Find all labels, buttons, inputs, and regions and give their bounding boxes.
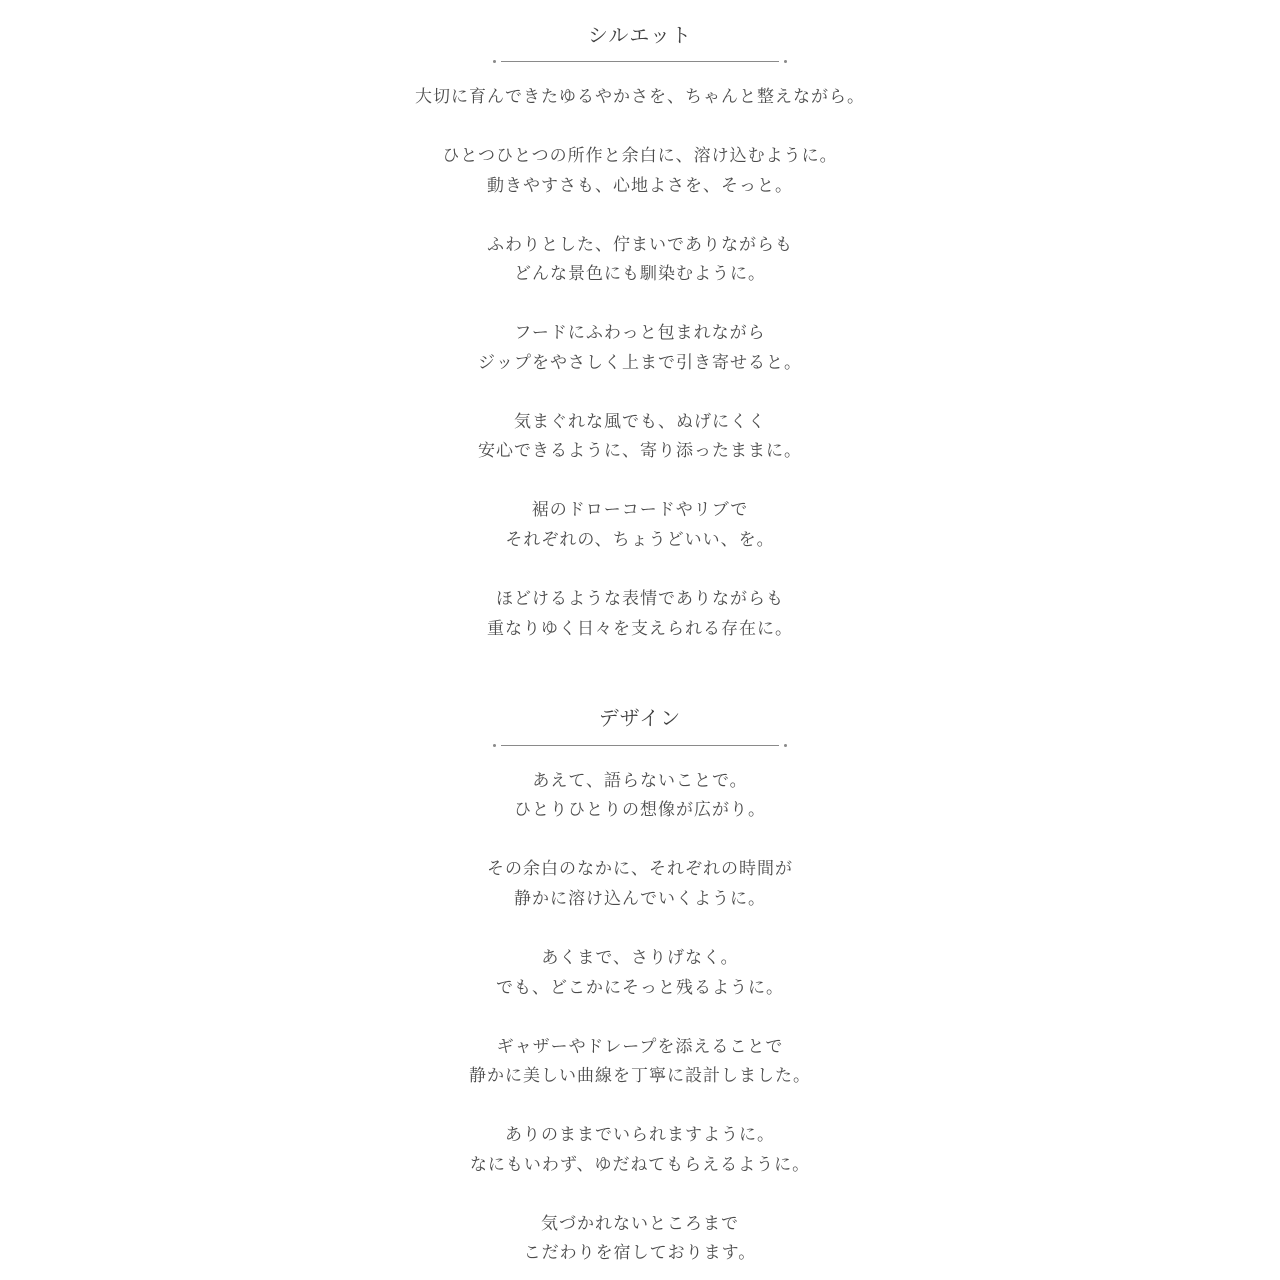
silhouette-line: ふわりとした、佇まいでありながらも	[487, 235, 793, 255]
silhouette-line: ジップをやさしく上まで引き寄せると。	[478, 353, 802, 373]
silhouette-line: フードにふわっと包まれながら	[514, 323, 766, 343]
design-line: ありのままでいられますように。	[505, 1125, 775, 1145]
silhouette-line: 動きやすさも、心地よさを、そっと。	[487, 176, 793, 196]
design-line: 静かに美しい曲線を丁寧に設計しました。	[469, 1066, 811, 1086]
design-line: あえて、語らないことで。	[532, 771, 748, 791]
silhouette-line: 大切に育んできたゆるやかさを、ちゃんと整えながら。	[415, 87, 865, 107]
divider-line	[501, 745, 779, 746]
silhouette-line: 安心できるように、寄り添ったままに。	[478, 441, 802, 461]
design-line: なにもいわず、ゆだねてもらえるように。	[469, 1155, 811, 1175]
section-title-silhouette: シルエット	[587, 23, 693, 47]
divider-line	[501, 61, 779, 62]
silhouette-line: ほどけるような表情でありながらも	[496, 589, 784, 609]
silhouette-line: 気まぐれな風でも、ぬげにくく	[514, 412, 766, 432]
silhouette-line: どんな景色にも馴染むように。	[514, 264, 766, 284]
silhouette-line: それぞれの、ちょうどいい、を。	[505, 530, 775, 550]
divider-dot	[493, 60, 496, 63]
design-line: 静かに溶け込んでいくように。	[514, 889, 766, 909]
divider-dot	[784, 744, 787, 747]
design-line: ひとりひとりの想像が広がり。	[514, 800, 766, 820]
divider-dot	[784, 60, 787, 63]
section-title-design: デザイン	[598, 706, 682, 730]
silhouette-line: 裾のドローコードやリブで	[531, 500, 749, 520]
silhouette-line: ひとつひとつの所作と余白に、溶け込むように。	[442, 146, 838, 166]
section-divider-design	[493, 743, 787, 749]
divider-dot	[493, 744, 496, 747]
design-line: 気づかれないところまで	[541, 1214, 739, 1234]
section-divider-silhouette	[493, 59, 787, 65]
design-line: こだわりを宿しております。	[523, 1243, 757, 1263]
design-line: あくまで、さりげなく。	[541, 948, 739, 968]
design-line: でも、どこかにそっと残るように。	[496, 978, 784, 998]
silhouette-line: 重なりゆく日々を支えられる存在に。	[487, 619, 793, 639]
design-line: ギャザーやドレープを添えることで	[496, 1037, 784, 1057]
design-line: その余白のなかに、それぞれの時間が	[487, 859, 793, 879]
